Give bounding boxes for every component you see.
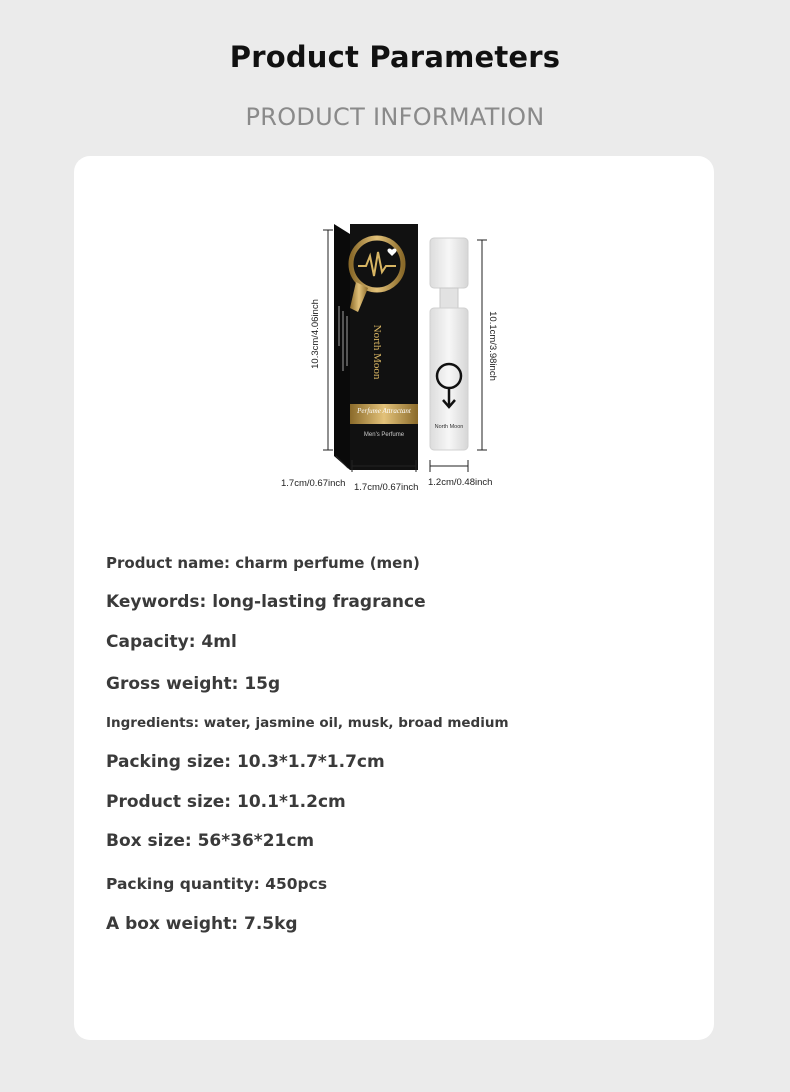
bottle-width-label: 1.2cm/0.48inch [428,477,493,488]
spec-ingredients: Ingredients: water, jasmine oil, musk, broad medium [106,715,509,731]
spec-gross-weight: Gross weight: 15g [106,674,281,694]
spec-product-name: Product name: charm perfume (men) [106,554,420,572]
box-product-label: Perfume Attractant [357,407,411,415]
page-title: Product Parameters [229,40,561,74]
product-card [74,156,714,1040]
bottle-height-label: 10.1cm/3.98inch [487,311,498,381]
box-brand-label: North Moon [371,324,383,380]
perfume-bottle [430,238,468,450]
box-height-dimension [310,230,333,450]
bottle-brand-label: North Moon [434,424,464,430]
spec-box-weight: A box weight: 7.5kg [106,914,298,934]
box-height-label: 10.3cm/4.06inch [310,299,321,369]
spec-product-size: Product size: 10.1*1.2cm [106,792,346,812]
page-subtitle: PRODUCT INFORMATION [245,103,545,131]
product-dimension-diagram [274,216,514,506]
box-width-label: 1.7cm/0.67inch [354,482,419,493]
perfume-box [334,224,418,470]
spec-packing-quantity: Packing quantity: 450pcs [106,875,328,893]
spec-packing-size: Packing size: 10.3*1.7*1.7cm [106,752,385,772]
spec-box-size: Box size: 56*36*21cm [106,831,315,851]
product-image [274,216,514,506]
spec-capacity: Capacity: 4ml [106,632,237,652]
bottle-height-dimension [477,240,498,450]
box-sub-label: Men's Perfume [363,432,405,438]
box-depth-label: 1.7cm/0.67inch [281,478,346,489]
spec-keywords: Keywords: long-lasting fragrance [106,592,426,612]
